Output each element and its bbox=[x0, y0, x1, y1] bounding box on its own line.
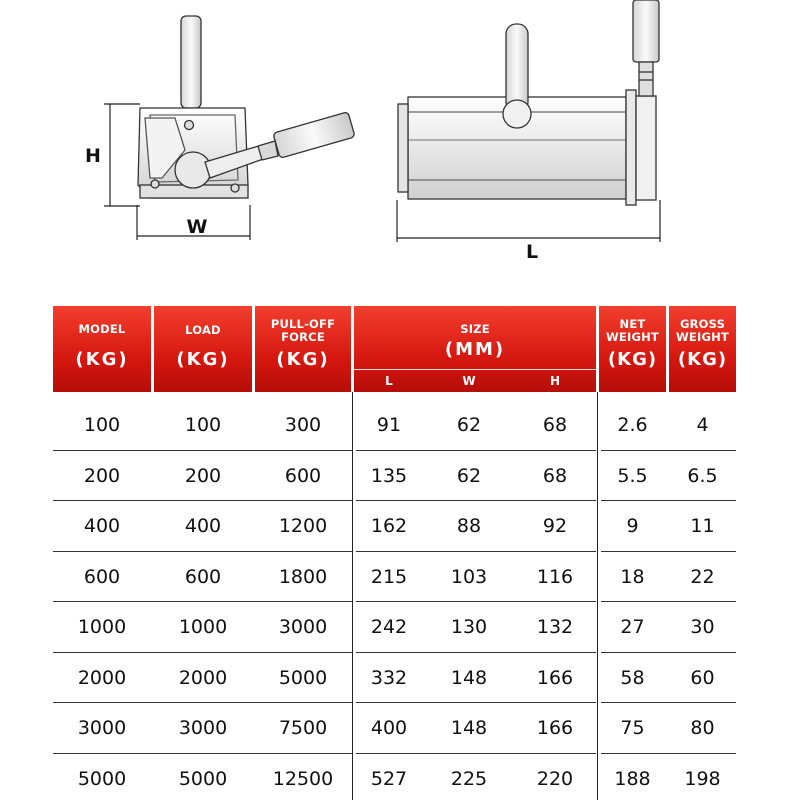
cell-net-weight: 188 bbox=[614, 767, 651, 790]
header-gross-unit: (KG) bbox=[677, 349, 728, 370]
header-load-title: LOAD bbox=[185, 323, 221, 337]
cell-size-h: 68 bbox=[542, 414, 568, 436]
cell-pull-off-force: 1800 bbox=[278, 565, 328, 588]
cell-size-l: 332 bbox=[370, 666, 408, 689]
cell-pull-off-force: 300 bbox=[284, 414, 322, 436]
cell-model: 600 bbox=[83, 565, 121, 588]
cell-size-w: 130 bbox=[450, 616, 488, 638]
cell-size-l: 162 bbox=[370, 515, 408, 537]
cell-pull-off-force: 1200 bbox=[278, 515, 328, 537]
cell-size-w: 148 bbox=[450, 717, 488, 739]
header-net-title-2: WEIGHT bbox=[606, 330, 659, 344]
side-view-drawing bbox=[138, 16, 355, 198]
header-net-weight bbox=[599, 306, 666, 392]
cell-pull-off-force: 7500 bbox=[278, 717, 328, 739]
table-row bbox=[0, 501, 800, 551]
header-pull-title-1: PULL-OFF bbox=[270, 317, 336, 331]
cell-net-weight: 75 bbox=[620, 717, 645, 739]
cell-load: 2000 bbox=[178, 666, 228, 689]
cell-size-w: 88 bbox=[456, 515, 482, 537]
table-row bbox=[0, 451, 800, 501]
cell-model: 2000 bbox=[77, 666, 127, 689]
cell-load: 5000 bbox=[178, 767, 228, 790]
table-row bbox=[0, 400, 800, 450]
header-model bbox=[53, 306, 151, 392]
cell-gross-weight: 30 bbox=[690, 616, 715, 638]
header-load bbox=[154, 306, 252, 392]
cell-load: 3000 bbox=[178, 717, 228, 739]
table-row bbox=[0, 653, 800, 703]
cell-model: 1000 bbox=[77, 616, 127, 638]
cell-load: 400 bbox=[184, 515, 222, 537]
cell-size-l: 135 bbox=[370, 464, 408, 487]
cell-size-w: 103 bbox=[450, 565, 488, 588]
cell-size-l: 400 bbox=[370, 717, 408, 739]
header-size-sub-l: L bbox=[354, 369, 424, 392]
header-size-sub-h: H bbox=[514, 369, 596, 392]
cell-size-h: 68 bbox=[542, 464, 568, 487]
header-size-title: SIZE bbox=[460, 322, 490, 336]
header-net-unit: (KG) bbox=[607, 349, 658, 370]
header-load-unit: (KG) bbox=[176, 349, 230, 370]
specification-table bbox=[0, 306, 800, 800]
header-gross-title-1: GROSS bbox=[679, 317, 726, 331]
header-model-title: MODEL bbox=[78, 322, 126, 336]
cell-gross-weight: 11 bbox=[690, 515, 715, 537]
cell-model: 200 bbox=[83, 464, 121, 487]
cell-model: 100 bbox=[83, 414, 121, 436]
table-row bbox=[0, 703, 800, 753]
table-row bbox=[0, 552, 800, 602]
cell-load: 1000 bbox=[178, 616, 228, 638]
header-pull-off-force bbox=[255, 306, 351, 392]
cell-size-l: 242 bbox=[370, 616, 408, 638]
cell-size-l: 215 bbox=[370, 565, 408, 588]
cell-size-l: 91 bbox=[376, 414, 402, 436]
length-label: L bbox=[525, 241, 539, 263]
header-net-title-1: NET bbox=[619, 317, 646, 331]
cell-net-weight: 58 bbox=[620, 666, 645, 689]
cell-pull-off-force: 3000 bbox=[278, 616, 328, 638]
width-label: W bbox=[186, 216, 208, 238]
cell-size-h: 166 bbox=[536, 717, 574, 739]
cell-net-weight: 5.5 bbox=[617, 464, 648, 487]
header-size-sub-w: W bbox=[424, 369, 514, 392]
cell-model: 400 bbox=[83, 515, 121, 537]
table-row bbox=[0, 602, 800, 652]
cell-gross-weight: 6.5 bbox=[687, 464, 718, 487]
table-row bbox=[0, 754, 800, 804]
cell-size-w: 225 bbox=[450, 767, 488, 790]
cell-load: 200 bbox=[184, 464, 222, 487]
cell-size-l: 527 bbox=[370, 767, 408, 790]
cell-net-weight: 9 bbox=[626, 515, 639, 537]
cell-size-h: 92 bbox=[542, 515, 568, 537]
cell-size-h: 116 bbox=[536, 565, 574, 588]
header-gross-title-2: WEIGHT bbox=[676, 330, 729, 344]
cell-net-weight: 18 bbox=[620, 565, 645, 588]
cell-net-weight: 27 bbox=[620, 616, 645, 638]
cell-load: 600 bbox=[184, 565, 222, 588]
cell-gross-weight: 4 bbox=[696, 414, 709, 436]
header-model-unit: (KG) bbox=[75, 349, 129, 370]
cell-size-w: 148 bbox=[450, 666, 488, 689]
cell-gross-weight: 80 bbox=[690, 717, 715, 739]
cell-size-h: 132 bbox=[536, 616, 574, 638]
cell-pull-off-force: 12500 bbox=[272, 767, 334, 790]
length-dimension bbox=[397, 200, 660, 242]
header-size-unit: (MM) bbox=[444, 339, 506, 360]
cell-size-h: 220 bbox=[536, 767, 574, 790]
cell-gross-weight: 198 bbox=[684, 767, 721, 790]
cell-size-h: 166 bbox=[536, 666, 574, 689]
cell-gross-weight: 60 bbox=[690, 666, 715, 689]
cell-size-w: 62 bbox=[456, 464, 482, 487]
cell-net-weight: 2.6 bbox=[617, 414, 648, 436]
cell-pull-off-force: 5000 bbox=[278, 666, 328, 689]
cell-gross-weight: 22 bbox=[690, 565, 715, 588]
cell-model: 3000 bbox=[77, 717, 127, 739]
height-label: H bbox=[85, 145, 101, 167]
cell-model: 5000 bbox=[77, 767, 127, 790]
cell-pull-off-force: 600 bbox=[284, 464, 322, 487]
header-gross-weight bbox=[669, 306, 736, 392]
height-dimension bbox=[104, 104, 140, 206]
cell-size-w: 62 bbox=[456, 414, 482, 436]
product-dimension-drawing bbox=[0, 0, 800, 300]
header-pull-title-2: FORCE bbox=[281, 330, 325, 344]
header-size bbox=[354, 306, 596, 392]
cell-load: 100 bbox=[184, 414, 222, 436]
header-pull-unit: (KG) bbox=[276, 349, 330, 370]
front-view-drawing bbox=[398, 0, 659, 205]
